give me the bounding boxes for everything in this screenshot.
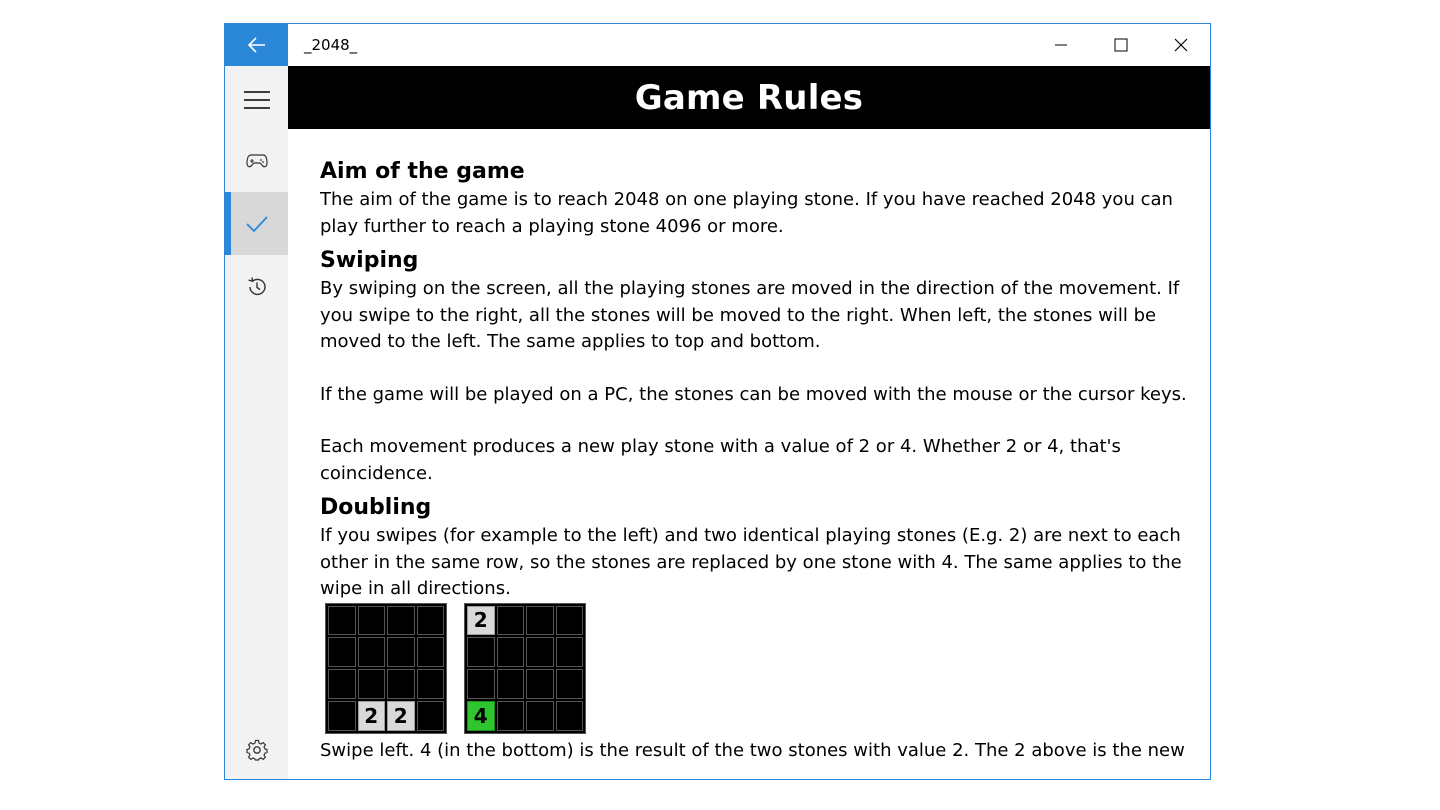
rules-text: [288, 129, 1200, 761]
board-cell: [358, 669, 386, 699]
close-button[interactable]: [1151, 24, 1211, 66]
tile-2: 2: [387, 701, 415, 731]
doubling-caption: Swipe left. 4 (in the bottom) is the result of the two stones with value 2. The 2 above is the new: [320, 739, 1185, 761]
history-icon: [246, 276, 268, 298]
board-cell: [417, 606, 445, 636]
app-window: [224, 23, 1211, 780]
back-arrow-icon: [248, 37, 266, 53]
close-icon: [1174, 38, 1188, 52]
aim-heading: Aim of the game: [320, 159, 525, 184]
aim-text: The aim of the game is to reach 2048 on one playing stone. If you have reached 2048 you can play further to reach a playing stone 4096 or more.: [320, 189, 1173, 237]
board-cell: [328, 701, 356, 731]
maximize-icon: [1114, 38, 1128, 52]
board-cell: [417, 669, 445, 699]
gear-icon: [246, 739, 268, 761]
board-cell: [556, 637, 584, 667]
sidebar-item-settings[interactable]: [225, 718, 288, 781]
board-cell: [497, 701, 525, 731]
board-before: [325, 603, 447, 734]
board-cell: [497, 669, 525, 699]
board-cell: [467, 637, 495, 667]
doubling-text: If you swipes (for example to the left) and two identical playing stones (E.g. 2) are next to each other in the same row, so the stones are replaced by one stone with 4. The same applies to the wipe in all directions.: [320, 525, 1182, 599]
minimize-icon: [1054, 38, 1068, 52]
board-cell: [358, 637, 386, 667]
gamepad-icon: [246, 153, 268, 169]
board-cell: [417, 637, 445, 667]
board-cell: [497, 637, 525, 667]
back-button[interactable]: [225, 24, 288, 66]
sidebar: [225, 66, 288, 779]
page-title: Game Rules: [288, 66, 1210, 129]
maximize-button[interactable]: [1091, 24, 1151, 66]
main-content: [288, 66, 1210, 761]
board-cell: [556, 701, 584, 731]
board-cell: [417, 701, 445, 731]
board-cell: [526, 637, 554, 667]
doubling-heading: Doubling: [320, 495, 432, 520]
title-bar: [225, 24, 1210, 66]
board-cell: [556, 669, 584, 699]
swiping-text-2: If the game will be played on a PC, the stones can be moved with the mouse or the cursor keys.: [320, 383, 1187, 405]
app-title: _2048_: [304, 36, 358, 54]
swiping-text-3: Each movement produces a new play stone with a value of 2 or 4. Whether 2 or 4, that's coincidence.: [320, 436, 1121, 484]
sidebar-item-history[interactable]: [225, 255, 288, 318]
swiping-heading: Swiping: [320, 248, 419, 273]
tile-2: 2: [358, 701, 386, 731]
sidebar-item-rules[interactable]: [225, 192, 288, 255]
swiping-text-1: By swiping on the screen, all the playing stones are moved in the direction of the movement. If you swipe to the right, all the stones will be moved to the right. When left, the stones will be moved to the left. The same applies to top and bottom.: [320, 278, 1180, 352]
minimize-button[interactable]: [1031, 24, 1091, 66]
sidebar-item-game[interactable]: [225, 129, 288, 192]
board-cell: [358, 606, 386, 636]
board-cell: [387, 606, 415, 636]
board-cell: [526, 669, 554, 699]
board-cell: [526, 701, 554, 731]
tile-4: 4: [467, 701, 495, 731]
board-cell: [387, 669, 415, 699]
tile-2: 2: [467, 606, 495, 636]
board-cell: [328, 606, 356, 636]
board-cell: [497, 606, 525, 636]
sidebar-item-menu[interactable]: [225, 68, 288, 131]
board-cell: [556, 606, 584, 636]
checkmark-icon: [246, 215, 268, 233]
board-cell: [467, 669, 495, 699]
hamburger-icon: [243, 90, 271, 110]
board-cell: [526, 606, 554, 636]
example-boards: [325, 603, 1200, 734]
board-cell: [328, 637, 356, 667]
board-cell: [387, 637, 415, 667]
board-cell: [328, 669, 356, 699]
board-after: [464, 603, 586, 734]
